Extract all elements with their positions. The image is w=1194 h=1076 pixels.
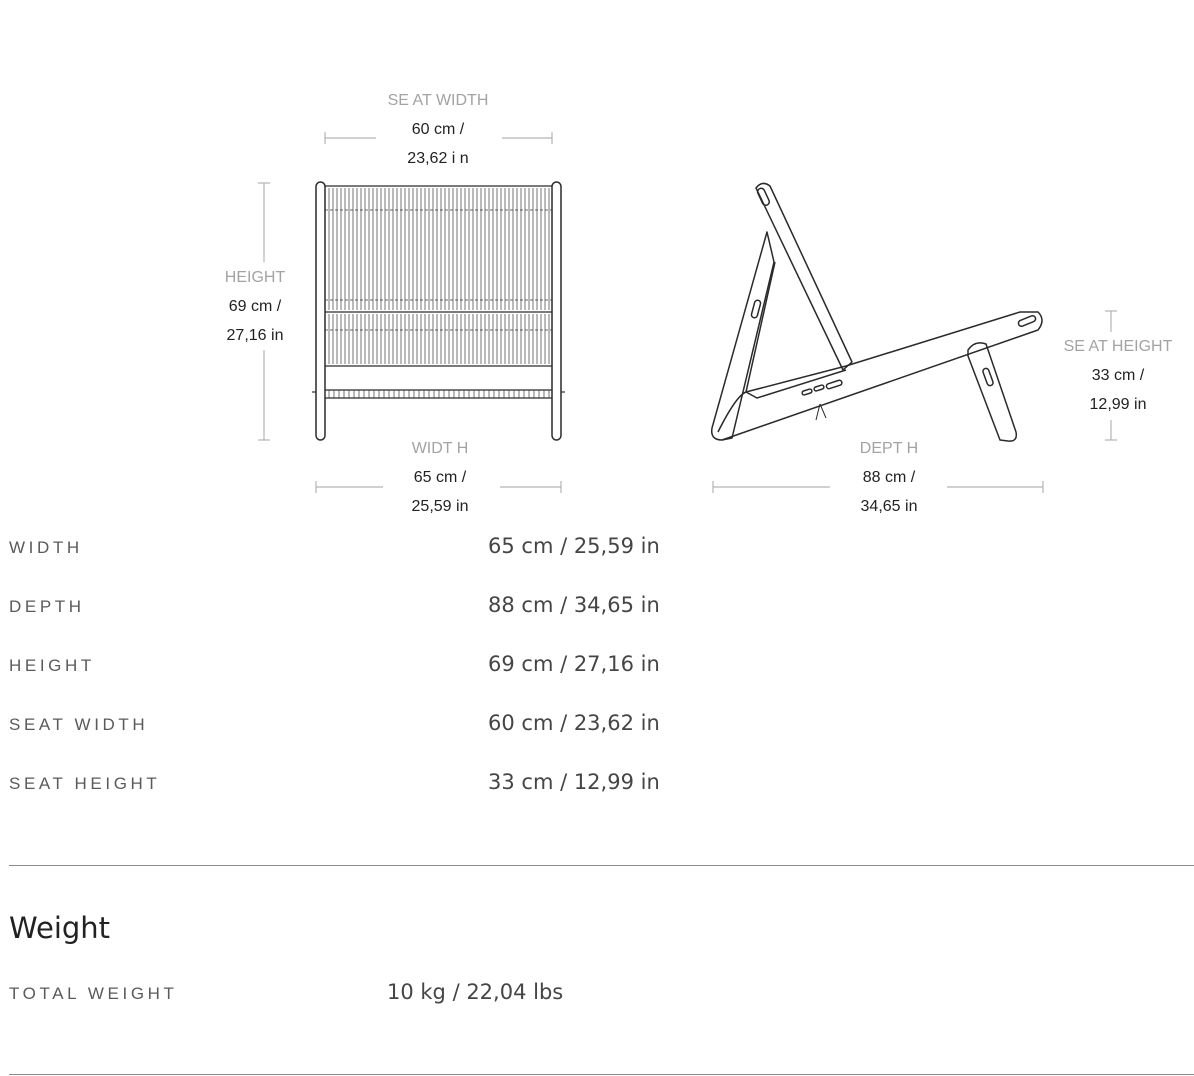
- spec-label: SEAT HEIGHT: [9, 774, 161, 793]
- height-drawing-label: [210, 263, 300, 350]
- seat-height-value-line1: 33 cm /: [1091, 367, 1145, 384]
- spec-value: 10 kg / 22,04 lbs: [387, 980, 564, 1004]
- width-drawing-label: [380, 434, 500, 521]
- spec-value: 65 cm / 25,59 in: [488, 534, 660, 558]
- seat-width-caption: SE AT WIDTH: [387, 92, 489, 109]
- seat-height-caption: SE AT HEIGHT: [1063, 338, 1173, 355]
- chair-front-view-drawing: [0, 0, 620, 530]
- width-value-line2: 25,59 in: [411, 498, 469, 515]
- depth-drawing-label: [830, 434, 948, 521]
- spec-row-total-weight: [9, 980, 709, 1014]
- seat-width-value-line1: 60 cm /: [411, 121, 465, 138]
- spec-row-seat-width: [9, 711, 709, 745]
- seat-height-value-line2: 12,99 in: [1089, 396, 1147, 413]
- spec-value: 69 cm / 27,16 in: [488, 652, 660, 676]
- spec-value: 60 cm / 23,62 in: [488, 711, 660, 735]
- section-divider-bottom: [9, 1074, 1194, 1075]
- spec-label: DEPTH: [9, 597, 85, 616]
- chair-front-outline: [312, 182, 565, 440]
- width-value-line1: 65 cm /: [413, 469, 467, 486]
- spec-label: TOTAL WEIGHT: [9, 984, 178, 1003]
- spec-label: SEAT WIDTH: [9, 715, 149, 734]
- spec-row-width: [9, 534, 709, 568]
- spec-row-height: [9, 652, 709, 686]
- height-caption: HEIGHT: [224, 269, 286, 286]
- spec-label: HEIGHT: [9, 656, 95, 675]
- spec-row-depth: [9, 593, 709, 627]
- seat-width-drawing-label: [360, 86, 516, 173]
- weight-section-title: Weight: [9, 911, 111, 945]
- height-value-line1: 69 cm /: [228, 298, 282, 315]
- width-caption: WIDT H: [411, 440, 469, 457]
- spec-label: WIDTH: [9, 538, 83, 557]
- spec-value: 88 cm / 34,65 in: [488, 593, 660, 617]
- seat-width-value-line2: 23,62 i n: [407, 150, 469, 167]
- section-divider: [9, 865, 1194, 866]
- seat-height-drawing-label: [1056, 332, 1180, 419]
- spec-value: 33 cm / 12,99 in: [488, 770, 660, 794]
- spec-row-seat-height: [9, 770, 709, 804]
- depth-caption: DEPT H: [859, 440, 919, 457]
- depth-value-line1: 88 cm /: [862, 469, 916, 486]
- depth-value-line2: 34,65 in: [860, 498, 918, 515]
- chair-side-outline: [712, 183, 1042, 441]
- height-value-line2: 27,16 in: [226, 327, 284, 344]
